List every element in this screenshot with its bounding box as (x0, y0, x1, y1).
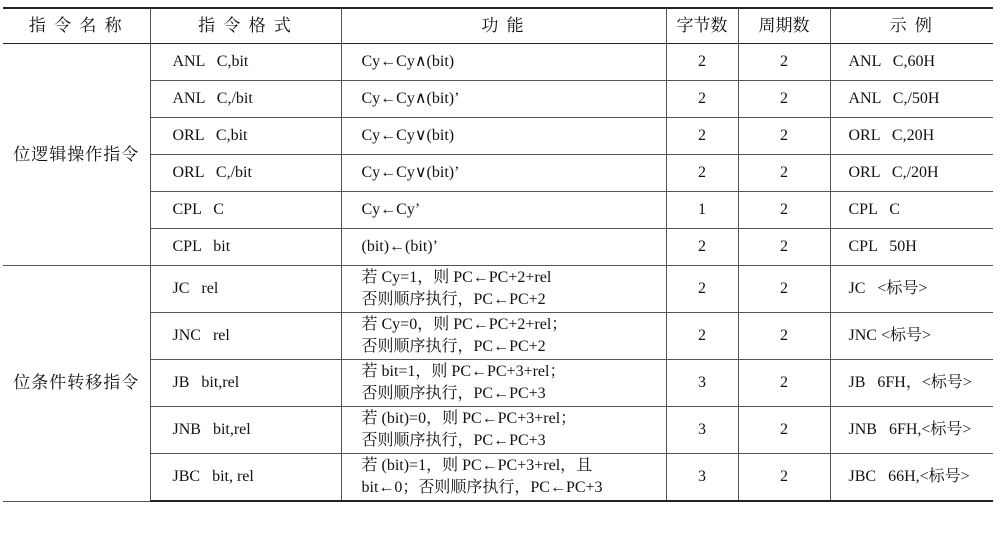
header-name: 指 令 名 称 (3, 8, 150, 44)
example-cell: JB 6FH，<标号> (830, 360, 993, 407)
example-cell: ORL C,/20H (830, 155, 993, 192)
table-row (3, 229, 993, 266)
function-cell: 若 bit=1，则 PC←PC+3+rel； 否则顺序执行，PC←PC+3 (341, 360, 666, 407)
table-row (3, 44, 993, 81)
bytes-cell: 1 (666, 192, 738, 229)
format-cell: ANL C,bit (150, 44, 341, 81)
cycles-cell: 2 (738, 360, 830, 407)
format-cell: ORL C,/bit (150, 155, 341, 192)
function-cell: 若 (bit)=0，则 PC←PC+3+rel； 否则顺序执行，PC←PC+3 (341, 407, 666, 454)
format-cell: ORL C,bit (150, 118, 341, 155)
cycles-cell: 2 (738, 81, 830, 118)
format-cell: JNC rel (150, 313, 341, 360)
table-row (3, 155, 993, 192)
bytes-cell: 2 (666, 313, 738, 360)
example-cell: JNB 6FH,<标号> (830, 407, 993, 454)
function-cell: Cy←Cy’ (341, 192, 666, 229)
group-name: 位条件转移指令 (3, 266, 150, 502)
table-row (3, 360, 993, 407)
header-cycles: 周期数 (738, 8, 830, 44)
example-cell: CPL 50H (830, 229, 993, 266)
example-cell: ANL C,60H (830, 44, 993, 81)
bytes-cell: 2 (666, 81, 738, 118)
example-cell: JC <标号> (830, 266, 993, 313)
table-row (3, 313, 993, 360)
table-row (3, 81, 993, 118)
cycles-cell: 2 (738, 118, 830, 155)
table-row (3, 266, 993, 313)
function-cell: 若 (bit)=1，则 PC←PC+3+rel，且 bit←0；否则顺序执行，PC←PC+3 (341, 454, 666, 502)
function-cell: (bit)←(bit)’ (341, 229, 666, 266)
header-format: 指 令 格 式 (150, 8, 341, 44)
format-cell: JBC bit, rel (150, 454, 341, 502)
format-cell: JB bit,rel (150, 360, 341, 407)
header-bytes: 字节数 (666, 8, 738, 44)
cycles-cell: 2 (738, 266, 830, 313)
function-cell: Cy←Cy∧(bit) (341, 44, 666, 81)
table-row (3, 454, 993, 502)
instruction-table (3, 7, 993, 502)
cycles-cell: 2 (738, 313, 830, 360)
format-cell: JC rel (150, 266, 341, 313)
example-cell: ANL C,/50H (830, 81, 993, 118)
format-cell: ANL C,/bit (150, 81, 341, 118)
bytes-cell: 3 (666, 407, 738, 454)
cycles-cell: 2 (738, 407, 830, 454)
example-cell: ORL C,20H (830, 118, 993, 155)
bytes-cell: 3 (666, 360, 738, 407)
cycles-cell: 2 (738, 192, 830, 229)
format-cell: JNB bit,rel (150, 407, 341, 454)
format-cell: CPL bit (150, 229, 341, 266)
function-cell: 若 Cy=1，则 PC←PC+2+rel 否则顺序执行，PC←PC+2 (341, 266, 666, 313)
format-cell: CPL C (150, 192, 341, 229)
bytes-cell: 2 (666, 155, 738, 192)
cycles-cell: 2 (738, 229, 830, 266)
bytes-cell: 3 (666, 454, 738, 502)
bytes-cell: 2 (666, 266, 738, 313)
table-row (3, 192, 993, 229)
function-cell: 若 Cy=0，则 PC←PC+2+rel； 否则顺序执行，PC←PC+2 (341, 313, 666, 360)
bytes-cell: 2 (666, 44, 738, 81)
header-function: 功 能 (341, 8, 666, 44)
table-row (3, 407, 993, 454)
cycles-cell: 2 (738, 44, 830, 81)
example-cell: JNC <标号> (830, 313, 993, 360)
table-row (3, 118, 993, 155)
header-example: 示 例 (830, 8, 993, 44)
function-cell: Cy←Cy∨(bit) (341, 118, 666, 155)
example-cell: JBC 66H,<标号> (830, 454, 993, 502)
cycles-cell: 2 (738, 155, 830, 192)
bytes-cell: 2 (666, 229, 738, 266)
function-cell: Cy←Cy∨(bit)’ (341, 155, 666, 192)
bytes-cell: 2 (666, 118, 738, 155)
example-cell: CPL C (830, 192, 993, 229)
header-row (3, 8, 993, 44)
group-name: 位逻辑操作指令 (3, 44, 150, 266)
function-cell: Cy←Cy∧(bit)’ (341, 81, 666, 118)
cycles-cell: 2 (738, 454, 830, 502)
